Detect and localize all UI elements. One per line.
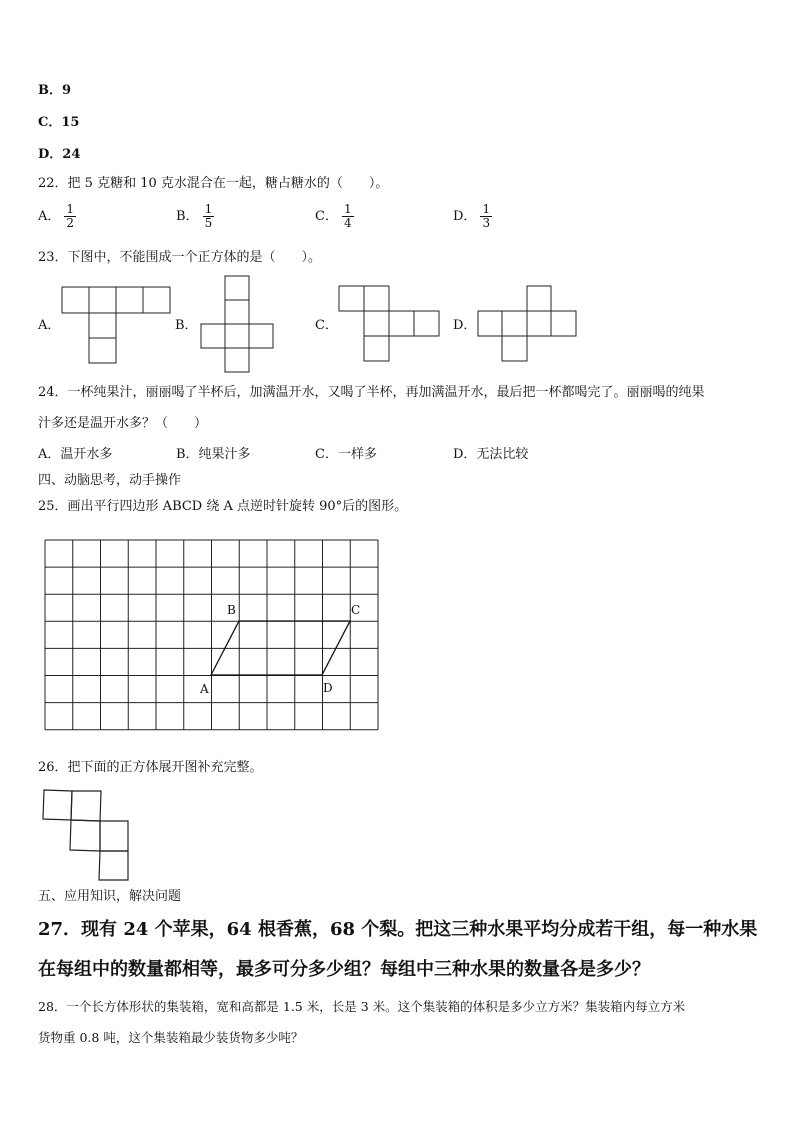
q24-option-a: A．温开水多 — [38, 447, 113, 462]
q24-option-d: D．无法比较 — [453, 447, 529, 462]
q23-label-d: D． — [453, 318, 477, 333]
numerator: 1 — [66, 202, 75, 216]
denominator: 3 — [482, 216, 491, 230]
option-letter: D． — [453, 209, 477, 224]
q23-label-a: A． — [38, 318, 61, 333]
point-label-b: B — [227, 603, 236, 617]
numerator: 1 — [204, 202, 213, 216]
numerator: 1 — [482, 202, 491, 216]
q23-label-b: B． — [175, 318, 198, 333]
point-label-d: D — [323, 681, 333, 695]
point-label-a: A — [200, 682, 209, 696]
q21-option-d: D．24 — [38, 147, 81, 162]
denominator: 4 — [343, 216, 352, 230]
q27-line1: 27．现有 24 个苹果，64 根香蕉，68 个梨。把这三种水果平均分成若干组，每一种水果 — [38, 919, 758, 940]
q28-line2: 货物重 0.8 吨，这个集装箱最少装货物多少吨？ — [38, 1030, 304, 1045]
q24-option-b: B．纯果汁多 — [176, 447, 251, 462]
q21-option-c: C．15 — [38, 115, 80, 130]
section-4-heading: 四、动脑思考，动手操作 — [38, 473, 182, 488]
q26-stem: 26．把下面的正方体展开图补充完整。 — [38, 760, 263, 775]
q28-line1: 28．一个长方体形状的集装箱，宽和高都是 1.5 米，长是 3 米。这个集装箱的体积是多少立方米？集装箱内每立方米 — [38, 999, 686, 1014]
numerator: 1 — [343, 202, 352, 216]
section-5-heading: 五、应用知识，解决问题 — [38, 889, 182, 904]
q24-option-c: C．一样多 — [315, 447, 377, 462]
q24-stem-line1: 24．一杯纯果汁，丽丽喝了半杯后，加满温开水，又喝了半杯，再加满温开水，最后把一杯都喝完了。丽丽喝的纯果 — [38, 385, 705, 400]
denominator: 5 — [204, 216, 213, 230]
option-letter: C． — [315, 209, 338, 224]
q23-label-c: C． — [315, 318, 338, 333]
option-letter: A． — [38, 209, 61, 224]
q27-line2: 在每组中的数量都相等，最多可分多少组？每组中三种水果的数量各是多少？ — [38, 959, 650, 980]
q22-stem: 22．把 5 克糖和 10 克水混合在一起，糖占糖水的（ ）。 — [38, 176, 389, 191]
q24-stem-line2: 汁多还是温开水多？（ ） — [38, 416, 208, 431]
q23-stem: 23．下图中，不能围成一个正方体的是（ ）。 — [38, 250, 322, 265]
denominator: 2 — [66, 216, 75, 230]
q21-option-b: B．9 — [38, 83, 72, 98]
q25-stem: 25．画出平行四边形 ABCD 绕 A 点逆时针旋转 90°后的图形。 — [38, 499, 408, 514]
option-letter: B． — [176, 209, 199, 224]
point-label-c: C — [351, 603, 361, 617]
